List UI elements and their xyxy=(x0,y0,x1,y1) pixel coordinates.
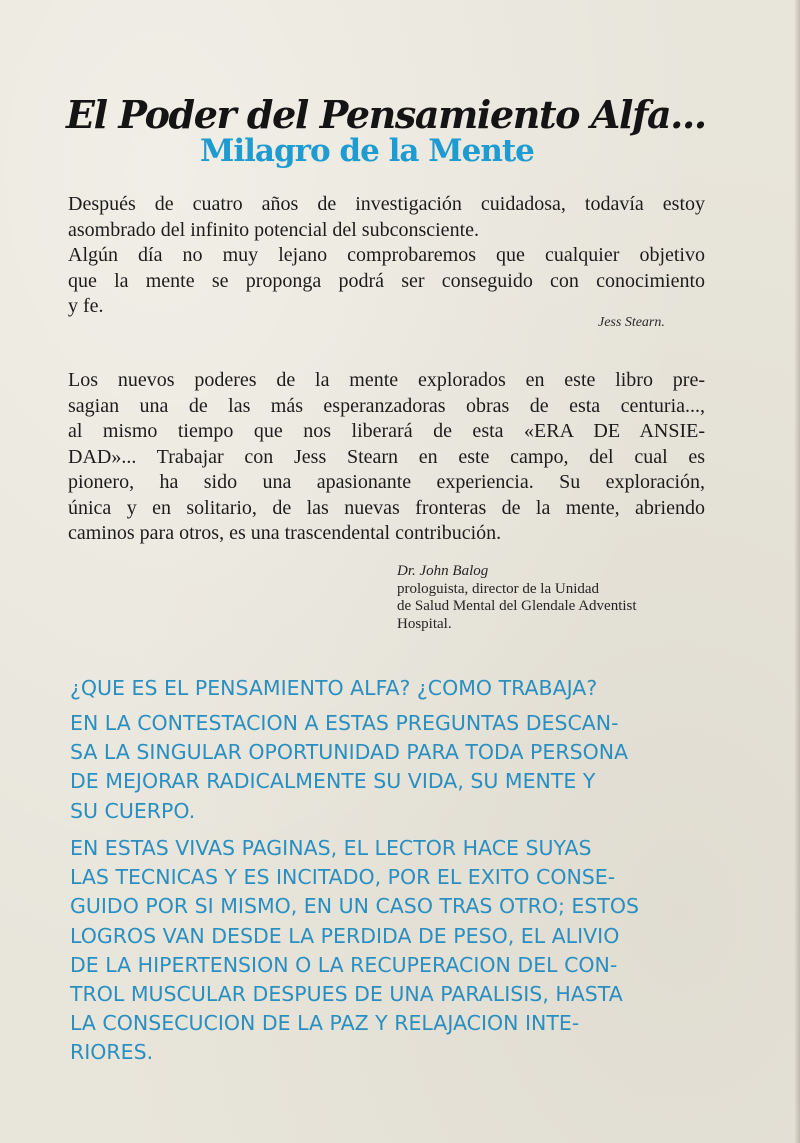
endorsement-line: Los nuevos poderes de la mente explorados en este libro pre- xyxy=(68,369,705,391)
blurb-line: GUIDO POR SI MISMO, EN UN CASO TRAS OTRO; ESTOS xyxy=(70,894,640,919)
blurb-line: DE LA HIPERTENSION O LA RECUPERACION DEL CON- xyxy=(70,952,618,977)
endorsement-attribution xyxy=(397,563,637,633)
blurb-paragraph-2 xyxy=(70,834,715,1068)
author-quote-line: que la mente se proponga podrá ser conseguido con conocimiento xyxy=(68,269,705,292)
blurb-line: LA CONSECUCION DE LA PAZ Y RELAJACION INTE- xyxy=(70,1011,580,1036)
page-edge-shadow xyxy=(794,0,800,1143)
author-quote-line: asombrado del infinito potencial del subconsciente. xyxy=(68,218,479,241)
author-quote xyxy=(68,192,705,320)
endorsement-line: única y en solitario, de las nuevas fronteras de la mente, abriendo xyxy=(68,496,705,519)
endorsement-line: DAD»... Trabajar con Jess Stearn en este campo, del cual es xyxy=(68,445,705,468)
blurb-question xyxy=(70,674,597,703)
book-title: El Poder del Pensamiento Alfa... xyxy=(66,92,706,137)
author-signature: Jess Stearn. xyxy=(598,315,665,330)
blurb-line: SU CUERPO. xyxy=(70,798,196,823)
author-quote-line: Después de cuatro años de investigación cuidadosa, todavía estoy xyxy=(68,193,705,215)
blurb-line: EN ESTAS VIVAS PAGINAS, EL LECTOR HACE SUYAS xyxy=(70,836,592,860)
blurb-paragraph-1 xyxy=(70,709,710,826)
attribution-name: Dr. John Balog xyxy=(397,563,489,579)
author-quote-line: Algún día no muy lejano comprobaremos que cualquier objetivo xyxy=(68,244,705,266)
blurb-line: DE MEJORAR RADICALMENTE SU VIDA, SU MENTE Y xyxy=(70,769,596,794)
endorsement-quote xyxy=(68,368,705,547)
attribution-role-line: de Salud Mental del Glendale Adventist xyxy=(397,598,637,614)
endorsement-line: pionero, ha sido una apasionante experiencia. Su exploración, xyxy=(68,471,705,493)
blurb-line: LOGROS VAN DESDE LA PERDIDA DE PESO, EL ALIVIO xyxy=(70,923,620,948)
endorsement-line: sagian una de las más esperanzadoras obras de esta centuria..., xyxy=(68,394,705,417)
endorsement-line: al mismo tiempo que nos liberará de esta «ERA DE ANSIE- xyxy=(68,420,705,442)
blurb-line: TROL MUSCULAR DESPUES DE UNA PARALISIS, HASTA xyxy=(70,982,623,1007)
attribution-role-line: Hospital. xyxy=(397,615,452,632)
blurb-line: LAS TECNICAS Y ES INCITADO, POR EL EXITO CONSE- xyxy=(70,865,616,890)
blurb-line: EN LA CONTESTACION A ESTAS PREGUNTAS DESCAN- xyxy=(70,711,619,735)
book-subtitle: Milagro de la Mente xyxy=(200,133,534,169)
attribution-role-line: prologuista, director de la Unidad xyxy=(397,580,600,597)
author-quote-line: y fe. xyxy=(68,295,104,317)
endorsement-line: caminos para otros, es una trascendental contribución. xyxy=(68,522,502,544)
blurb-line: SA LA SINGULAR OPORTUNIDAD PARA TODA PERSONA xyxy=(70,740,629,765)
blurb-line: RIORES. xyxy=(70,1040,154,1065)
blurb-question-line: ¿QUE ES EL PENSAMIENTO ALFA? ¿COMO TRABAJA? xyxy=(70,676,598,700)
